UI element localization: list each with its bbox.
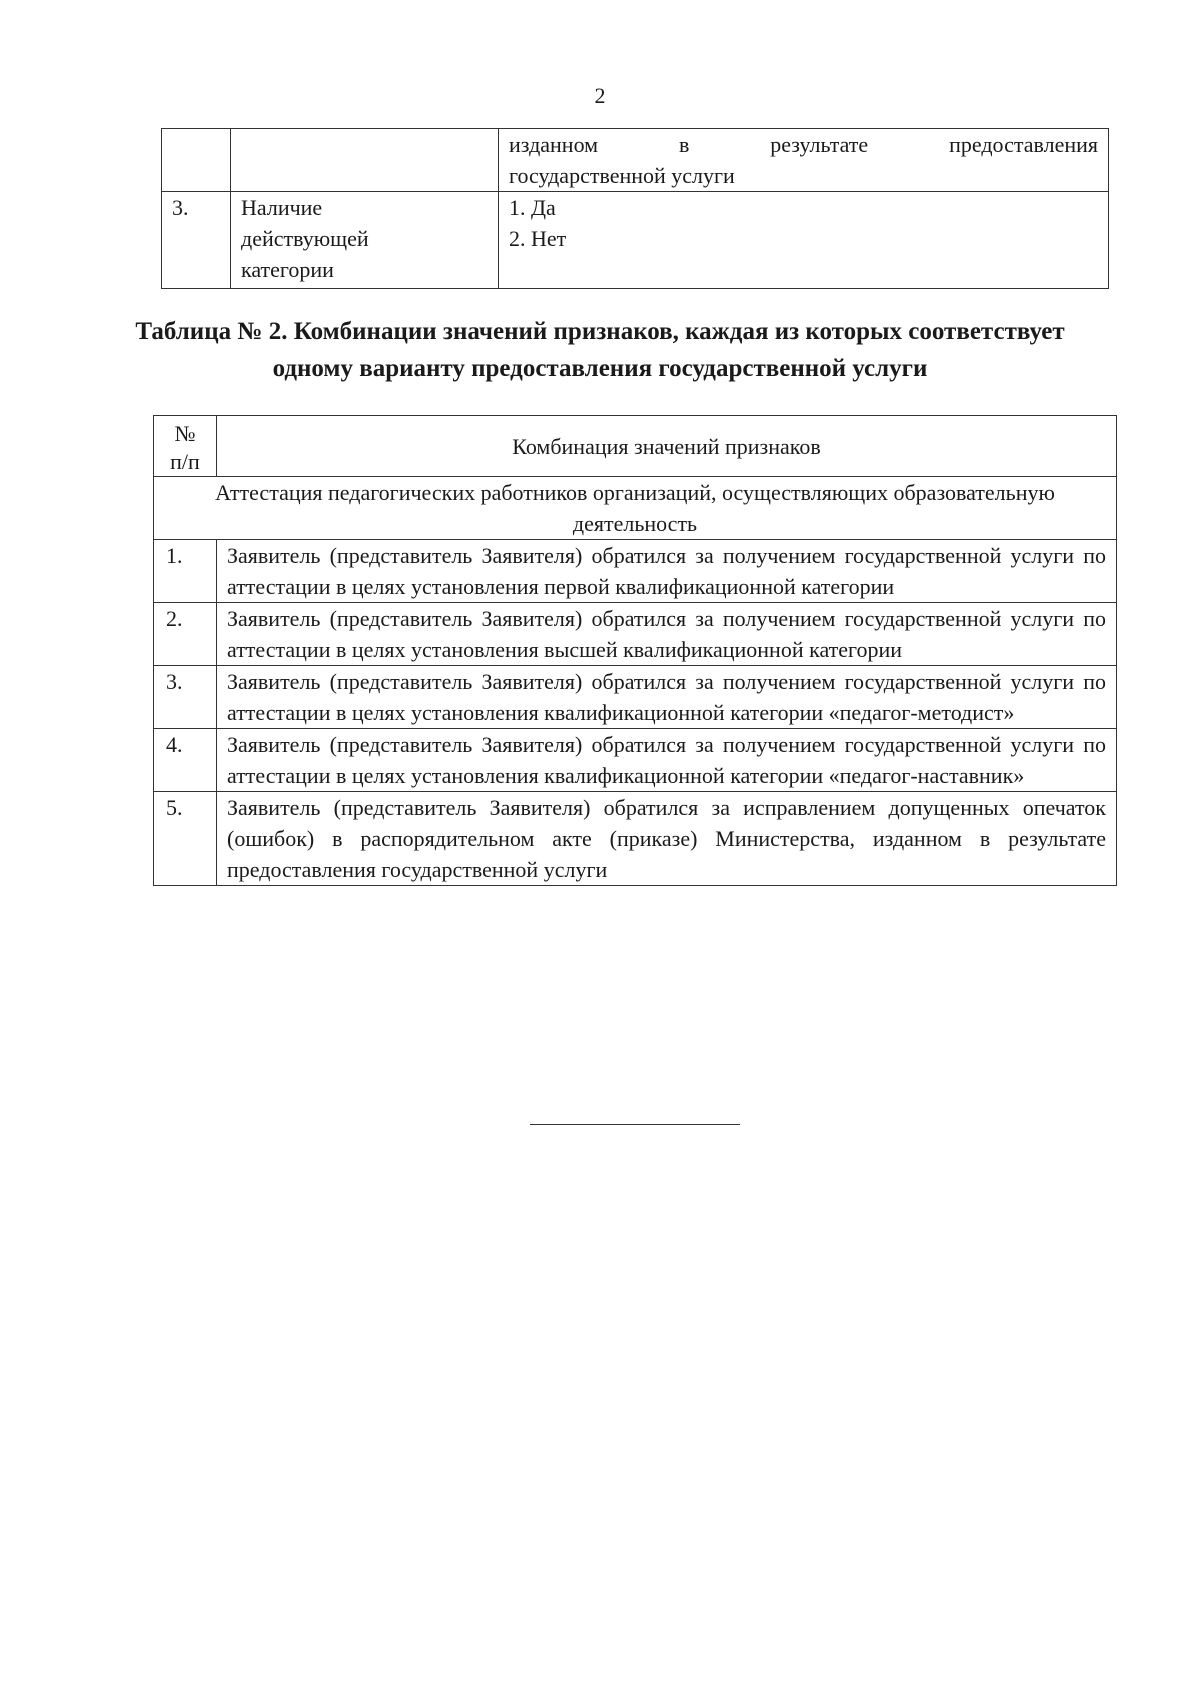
row-text: Заявитель (представитель Заявителя) обратился за получением государственной услуги по аттестации в целях установления высшей квалификационной категории (217, 603, 1117, 666)
continued-text-line: государственной услуги (509, 163, 735, 188)
row-text: Заявитель (представитель Заявителя) обратился за получением государственной услуги по аттестации в целях установления квалификационной категории «педагог-наставник» (217, 729, 1117, 792)
row-number: 2. (154, 603, 217, 666)
table-row (154, 540, 1117, 603)
row-text: Заявитель (представитель Заявителя) обратился за получением государственной услуги по аттестации в целях установления первой квалификационной категории (217, 540, 1117, 603)
table-row (154, 603, 1117, 666)
attribute-name (231, 192, 499, 289)
page-number: 2 (594, 83, 606, 108)
row-number: 3. (162, 192, 231, 289)
table-row (162, 192, 1109, 289)
table-cell-continued-text (499, 129, 1109, 192)
table-row (154, 666, 1117, 729)
section-title: Аттестация педагогических работников организаций, осуществляющих образовательную деятельность (154, 477, 1117, 540)
row-number: 1. (154, 540, 217, 603)
combinations-table (153, 415, 1117, 886)
row-number: 4. (154, 729, 217, 792)
table-section-row (154, 477, 1117, 540)
header-number: № п/п (154, 416, 217, 477)
end-divider-line (530, 1124, 740, 1125)
attribute-value: 2. Нет (509, 226, 567, 251)
table-cell-empty (231, 129, 499, 192)
row-number: 3. (154, 666, 217, 729)
header-combination: Комбинация значений признаков (217, 416, 1117, 477)
table-cell-empty (162, 129, 231, 192)
table-header-row (154, 416, 1117, 477)
table-row (154, 792, 1117, 886)
table-title: Таблица № 2. Комбинации значений признаков, каждая из которых соответствует одному варианту предоставления государственной услуги (135, 318, 1065, 382)
row-text: Заявитель (представитель Заявителя) обратился за исправлением допущенных опечаток (ошибок) в распорядительном акте (приказе) Министерства, изданном в результате предоставления государственной услуги (217, 792, 1117, 886)
table-row (162, 129, 1109, 192)
row-text: Заявитель (представитель Заявителя) обратился за получением государственной услуги по аттестации в целях установления квалификационной категории «педагог-методист» (217, 666, 1117, 729)
continued-text-line: изданном в результате предоставления (509, 132, 1098, 157)
attributes-table-continuation (161, 128, 1109, 289)
attribute-values (499, 192, 1109, 289)
attribute-value: 1. Да (509, 195, 556, 220)
attribute-name-text: Наличие действующей категории (241, 195, 369, 282)
row-number: 5. (154, 792, 217, 886)
table-row (154, 729, 1117, 792)
